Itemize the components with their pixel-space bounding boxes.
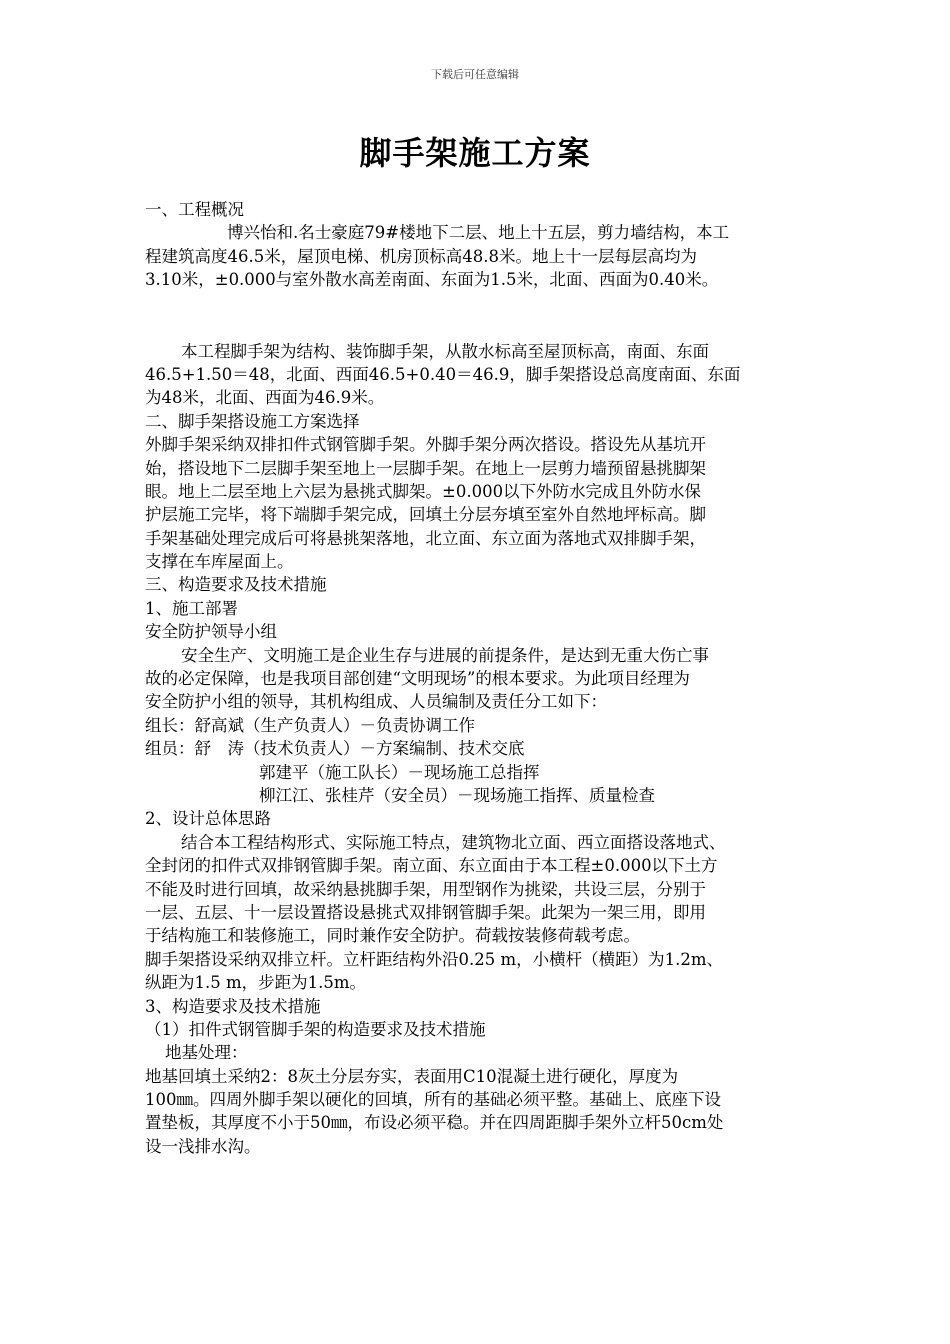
team-member-line: 柳江江、张桂芹（安全员）－现场施工指挥、质量检查 bbox=[259, 785, 655, 805]
subsection-heading: （1）扣件式钢管脚手架的构造要求及技术措施 bbox=[145, 1019, 486, 1039]
paragraph-line: 始，搭设地下二层脚手架至地上一层脚手架。在地上一层剪力墙预留悬挑脚架 bbox=[145, 458, 706, 478]
paragraph-line: 本工程脚手架为结构、装饰脚手架，从散水标高至屋顶标高，南面、东面 bbox=[181, 341, 709, 361]
paragraph-line: 故的必定保障，也是我项目部创建“文明现场”的根本要求。为此项目经理为 bbox=[145, 669, 690, 689]
paragraph-gap bbox=[145, 292, 813, 340]
team-member-line: 郭建平（施工队长）－现场施工总指挥 bbox=[259, 762, 540, 782]
document-title: 脚手架施工方案 bbox=[359, 134, 591, 172]
subsection-heading: 安全防护领导小组 bbox=[145, 622, 277, 642]
paragraph-line: 一层、五层、十一层设置搭设悬挑式双排钢管脚手架。此架为一架三用，即用 bbox=[145, 902, 706, 922]
paragraph-line: 博兴怡和.名士豪庭79#楼地下二层、地上十五层，剪力墙结构，本工 bbox=[227, 223, 730, 243]
header-note: 下载后可任意编辑 bbox=[431, 68, 519, 81]
subsection-heading: 地基处理： bbox=[165, 1043, 248, 1063]
section-heading: 二、脚手架搭设施工方案选择 bbox=[145, 411, 360, 431]
section-heading: 一、工程概况 bbox=[145, 200, 244, 219]
paragraph-line: 地基回填土采纳2：8灰土分层夯实，表面用C10混凝土进行硬化，厚度为 bbox=[145, 1066, 679, 1086]
paragraph-line: 于结构施工和装修施工，同时兼作安全防护。荷载按装修荷载考虑。 bbox=[145, 926, 640, 946]
paragraph-line: 全封闭的扣件式双排钢管脚手架。南立面、东立面由于本工程±0.000以下土方 bbox=[145, 856, 718, 876]
team-leader-line: 组长：舒高斌（生产负责人）－负责协调工作 bbox=[145, 715, 475, 735]
paragraph-line: 不能及时进行回填，故采纳悬挑脚手架，用型钢作为挑梁，共设三层，分别于 bbox=[145, 879, 706, 899]
paragraph-line: 程建筑高度46.5米，屋顶电梯、机房顶标高48.8米。地上十一层每层高均为 bbox=[145, 246, 697, 266]
paragraph-line: 护层施工完毕，将下端脚手架完成，回填土分层夯填至室外自然地坪标高。脚 bbox=[145, 505, 706, 525]
paragraph-line: 置垫板，其厚度不小于50㎜，布设必须平稳。并在四周距脚手架外立杆50cm处 bbox=[145, 1113, 724, 1133]
team-member-line: 组员：舒 涛（技术负责人）－方案编制、技术交底 bbox=[145, 739, 525, 759]
paragraph-line: 设一浅排水沟。 bbox=[145, 1136, 261, 1156]
paragraph-line: 安全生产、文明施工是企业生存与进展的前提条件，是达到无重大伤亡事 bbox=[181, 645, 709, 665]
paragraph-line: 纵距为1.5 m，步距为1.5m。 bbox=[145, 973, 367, 993]
paragraph-line: 46.5+1.50＝48，北面、西面46.5+0.40＝46.9，脚手架搭设总高度南面、东面 bbox=[145, 364, 741, 384]
paragraph-line: 眼。地上二层至地上六层为悬挑式脚架。±0.000以下外防水完成且外防水保 bbox=[145, 481, 702, 501]
section-heading: 三、构造要求及技术措施 bbox=[145, 575, 327, 595]
subsection-heading: 3、构造要求及技术措施 bbox=[145, 996, 321, 1016]
paragraph-line: 安全防护小组的领导，其机构组成、人员编制及责任分工如下： bbox=[145, 692, 607, 712]
paragraph-line: 结合本工程结构形式、实际施工特点，建筑物北立面、西立面搭设落地式、 bbox=[181, 832, 726, 852]
subsection-heading: 1、施工部署 bbox=[145, 598, 238, 618]
paragraph-line: 支撑在车库屋面上。 bbox=[145, 552, 294, 572]
document-body bbox=[145, 198, 813, 1158]
paragraph-line: 100㎜。四周外脚手架以硬化的回填，所有的基础必须平整。基础上、底座下设 bbox=[145, 1090, 721, 1110]
paragraph-line: 外脚手架采纳双排扣件式钢管脚手架。外脚手架分两次搭设。搭设先从基坑开 bbox=[145, 435, 706, 455]
paragraph-line: 手架基础处理完成后可将悬挑架落地，北立面、东立面为落地式双排脚手架， bbox=[145, 528, 706, 548]
paragraph-line: 为48米，北面、西面为46.9米。 bbox=[145, 388, 385, 408]
paragraph-line: 脚手架搭设采纳双排立杆。立杆距结构外沿0.25 m，小横杆（横距）为1.2m、 bbox=[145, 949, 724, 969]
subsection-heading: 2、设计总体思路 bbox=[145, 809, 271, 829]
paragraph-line: 3.10米，±0.000与室外散水高差南面、东面为1.5米，北面、西面为0.40米。 bbox=[145, 270, 719, 290]
